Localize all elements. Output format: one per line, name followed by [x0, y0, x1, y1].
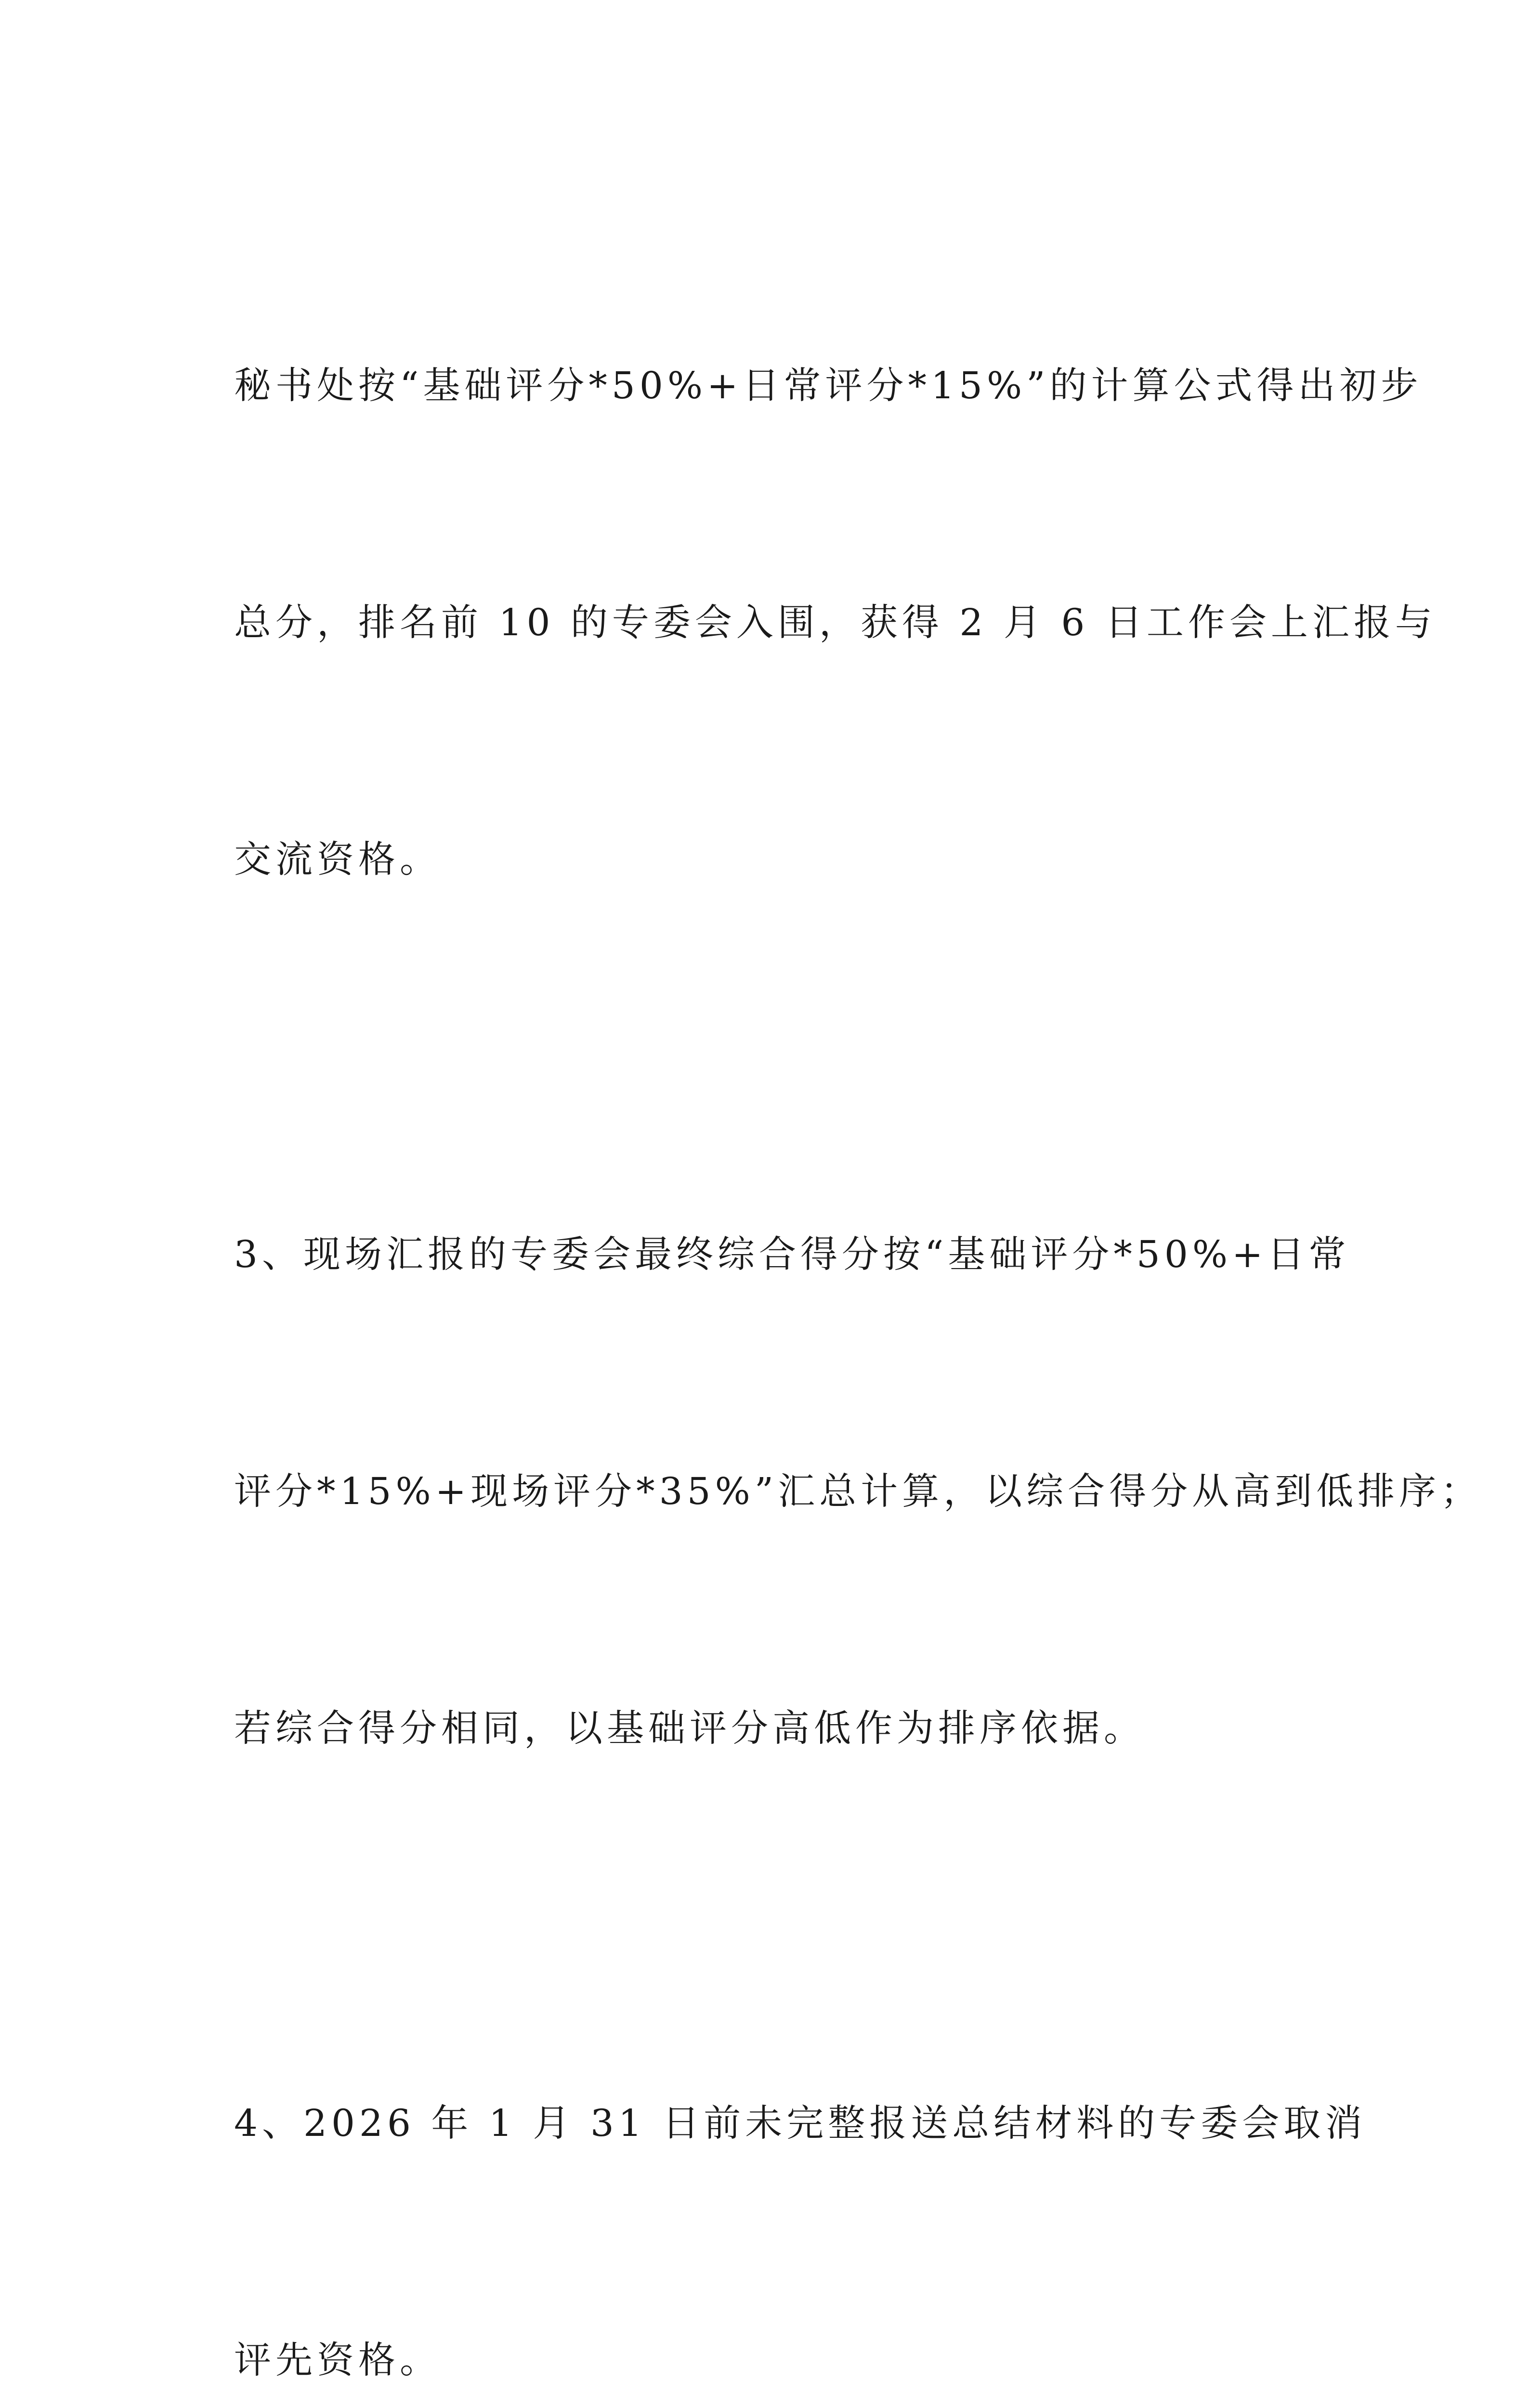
document-body	[234, 189, 1482, 2408]
text-line: 总分，排名前 10 的专委会入围，获得 2 月 6 日工作会上汇报与	[234, 602, 1437, 644]
text-line: 评先资格。	[234, 2339, 441, 2382]
text-line: 若综合得分相同，以基础评分高低作为排序依据。	[234, 1707, 1145, 1750]
paragraph-item-3	[234, 1058, 1482, 1926]
text-line: 3、现场汇报的专委会最终综合得分按“基础评分*50%+日常	[234, 1233, 1350, 1276]
text-line: 4、2026 年 1 月 31 日前未完整报送总结材料的专委会取消	[234, 2102, 1367, 2145]
paragraph-item-4	[234, 1926, 1367, 2408]
text-line: 交流资格。	[234, 838, 441, 881]
text-line: 秘书处按“基础评分*50%+日常评分*15%”的计算公式得出初步	[234, 365, 1423, 407]
text-line: 评分*15%+现场评分*35%”汇总计算，以综合得分从高到低排序；	[234, 1470, 1482, 1513]
paragraph-scoring-formula	[234, 189, 1437, 1058]
